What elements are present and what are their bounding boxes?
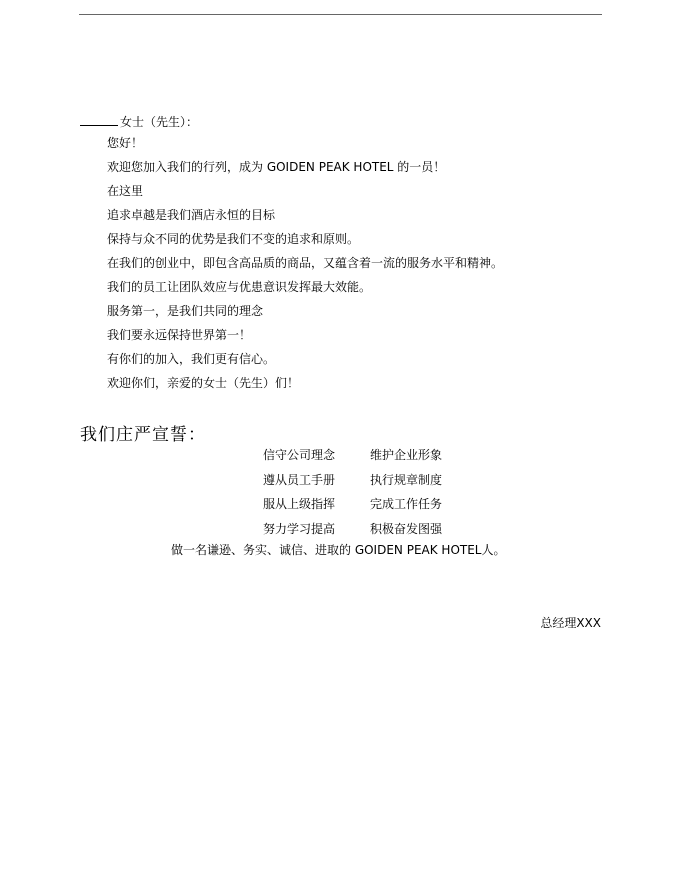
vow-row bbox=[263, 468, 442, 493]
body-line: 在这里 bbox=[107, 184, 144, 198]
body-line: 欢迎您加入我们的行列，成为 GOIDEN PEAK HOTEL 的一员！ bbox=[107, 160, 446, 174]
body-line: 有你们的加入，我们更有信心。 bbox=[107, 352, 276, 366]
vow-right: 完成工作任务 bbox=[370, 497, 443, 511]
body-line: 服务第一，是我们共同的理念 bbox=[107, 304, 264, 318]
vow-left: 努力学习提高 bbox=[263, 521, 336, 536]
body-line: 保持与众不同的优势是我们不变的追求和原则。 bbox=[107, 232, 360, 246]
vow-row bbox=[263, 492, 442, 517]
vow-row bbox=[263, 443, 442, 468]
body-line: 追求卓越是我们酒店永恒的目标 bbox=[107, 208, 276, 222]
name-blank-line bbox=[80, 115, 118, 126]
body-line: 我们的员工让团队效应与优患意识发挥最大效能。 bbox=[107, 280, 372, 294]
vow-right: 积极奋发图强 bbox=[370, 521, 443, 536]
vow-left: 服从上级指挥 bbox=[263, 497, 336, 511]
vow-right: 维护企业形象 bbox=[370, 448, 443, 462]
body-line: 在我们的创业中，即包含高品质的商品，又蕴含着一流的服务水平和精神。 bbox=[107, 256, 504, 270]
oath-vows bbox=[263, 443, 442, 541]
signature: 总经理XXX bbox=[540, 616, 601, 630]
body-line: 您好！ bbox=[107, 136, 144, 150]
vow-right: 执行规章制度 bbox=[370, 472, 443, 487]
salutation bbox=[80, 113, 198, 130]
vow-left: 遵从员工手册 bbox=[263, 472, 336, 487]
vow-row bbox=[263, 517, 442, 542]
oath-title: 我们庄严宣誓： bbox=[80, 425, 206, 445]
body-line: 我们要永远保持世界第一！ bbox=[107, 328, 252, 342]
header-rule bbox=[79, 14, 602, 15]
letter-body bbox=[107, 131, 503, 395]
closing-line: 做一名谦逊、务实、诚信、进取的 GOIDEN PEAK HOTEL人。 bbox=[171, 543, 506, 557]
salutation-text: 女士（先生）： bbox=[120, 115, 199, 129]
vow-left: 信守公司理念 bbox=[263, 448, 336, 462]
body-line: 欢迎你们，亲爱的女士（先生）们！ bbox=[107, 376, 300, 390]
